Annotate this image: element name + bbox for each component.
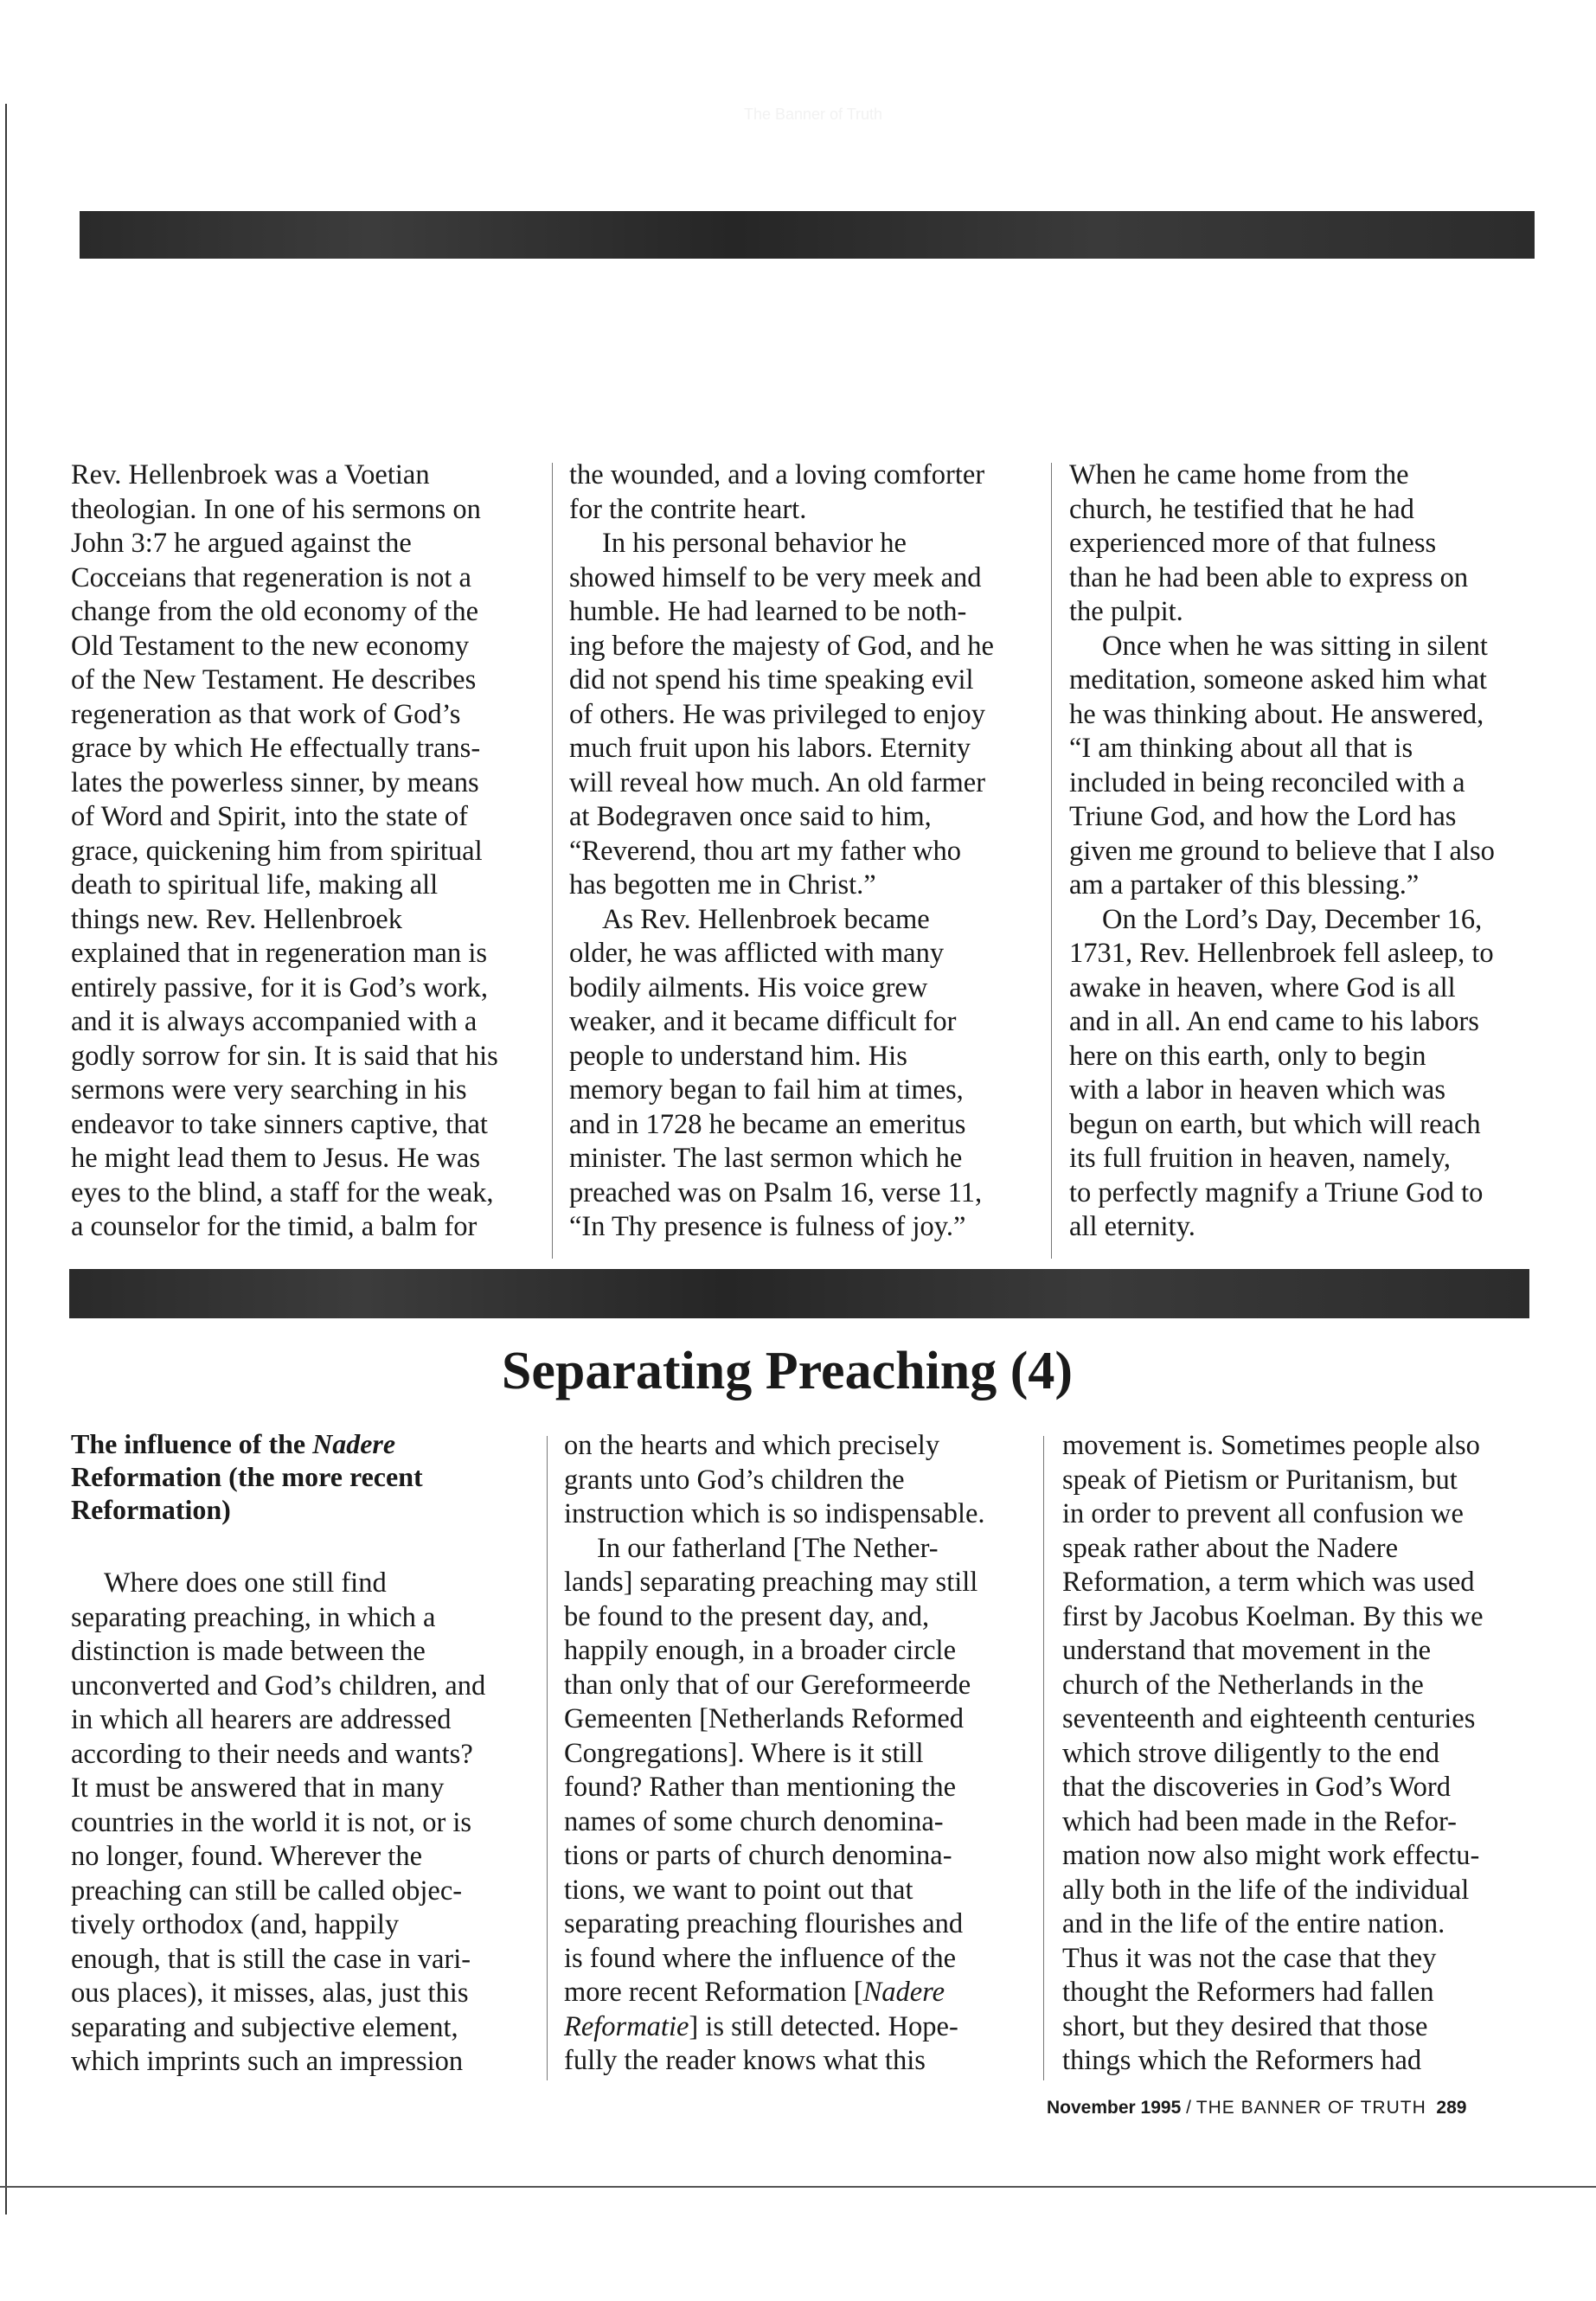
text-line: that the discoveries in God’s Word [1062, 1772, 1452, 1803]
text-line: It must be answered that in many [71, 1772, 445, 1804]
article-title: Separating Preaching (4) [501, 1342, 1074, 1400]
subhead-line [71, 1427, 485, 1460]
text-line: Reformation, a term which was used [1062, 1567, 1475, 1598]
text-line: ing before the majesty of God, and he [569, 630, 994, 662]
text-line: in which all hearers are addressed [71, 1704, 452, 1735]
text-line: lates the powerless sinner, by means [71, 766, 479, 798]
column-rule [1051, 463, 1052, 1259]
text-line: found? Rather than mentioning the [564, 1772, 957, 1803]
text-line: fully the reader knows what this [564, 2045, 926, 2076]
text-line: thought the Reformers had fallen [1062, 1977, 1434, 2008]
text-line: eyes to the blind, a staff for the weak, [71, 1176, 494, 1208]
text-line: explained that in regeneration man is [71, 938, 488, 969]
text-line: godly sorrow for sin. It is said that his [71, 1040, 498, 1072]
text-line: which imprints such an impression [71, 2046, 464, 2077]
text-line: a counselor for the timid, a balm for [71, 1211, 478, 1242]
text-line: Thus it was not the case that they [1062, 1942, 1437, 1974]
text-line: which strove diligently to the end [1062, 1737, 1439, 1769]
text-line: included in being reconciled with a [1069, 766, 1465, 798]
text-line [564, 1976, 985, 2010]
text-line: Where does one still find [104, 1567, 387, 1599]
text-line: Gemeenten [Netherlands Reformed [564, 1703, 965, 1734]
text-line: separating and subjective element, [71, 2011, 458, 2043]
italic-term: Reformatie [564, 2010, 689, 2042]
text-line: here on this earth, only to begin [1069, 1040, 1426, 1072]
text-line: endeavor to take sinners captive, that [71, 1108, 488, 1140]
running-head: The Banner of Truth [743, 106, 883, 123]
text-line: of Word and Spirit, into the state of [71, 801, 468, 832]
text-line: of others. He was privileged to enjoy [569, 698, 986, 730]
text-line: In his personal behavior he [602, 528, 907, 559]
text-line: instruction which is so indispensable. [564, 1498, 985, 1529]
text-line: the wounded, and a loving comforter [569, 459, 985, 490]
text-line: preaching can still be called objec- [71, 1875, 463, 1907]
text-line: humble. He had learned to be noth- [569, 596, 967, 627]
text-line: on the hearts and which precisely [564, 1430, 940, 1461]
text-line: grants unto God’s children the [564, 1464, 905, 1496]
text-span: ] is still detected. Hope- [689, 2010, 958, 2042]
text-line: short, but they desired that those [1062, 2010, 1428, 2042]
text-line: he might lead them to Jesus. He was [71, 1143, 480, 1174]
text-line: speak of Pietism or Puritanism, but [1062, 1464, 1458, 1496]
text-line: grace, quickening him from spiritual [71, 835, 483, 867]
text-line: preached was on Psalm 16, verse 11, [569, 1176, 983, 1208]
text-line: given me ground to believe that I also [1069, 835, 1495, 867]
text-line: according to their needs and wants? [71, 1738, 473, 1770]
article-subhead [71, 1427, 485, 1526]
text-line: and in the life of the entire nation. [1062, 1908, 1445, 1939]
text-line: countries in the world it is not, or is [71, 1806, 472, 1838]
text-span: more recent Reformation [ [564, 1977, 863, 2008]
text-line: Triune God, and how the Lord has [1069, 801, 1457, 832]
text-line: will reveal how much. An old farmer [569, 766, 986, 798]
text-line: meditation, someone asked him what [1069, 664, 1487, 695]
text-line: with a labor in heaven which was [1069, 1074, 1446, 1106]
footer-date: November 1995 [1047, 2098, 1182, 2118]
footer-publication: THE BANNER OF TRUTH [1195, 2098, 1426, 2118]
column-rule [552, 463, 553, 1259]
text-line: people to understand him. His [569, 1040, 907, 1072]
text-line: tively orthodox (and, happily [71, 1909, 400, 1940]
subhead-text: The influence of the [71, 1428, 313, 1459]
text-line: separating preaching, in which a [71, 1601, 436, 1633]
text-line: On the Lord’s Day, December 16, [1102, 903, 1483, 935]
text-line: church of the Netherlands in the [1062, 1669, 1424, 1701]
text-line: its full fruition in heaven, namely, [1069, 1143, 1452, 1174]
text-line: first by Jacobus Koelman. By this we [1062, 1600, 1484, 1632]
text-line: ally both in the life of the individual [1062, 1874, 1470, 1906]
text-line: 1731, Rev. Hellenbroek fell asleep, to [1069, 938, 1494, 969]
text-line: entirely passive, for it is God’s work, [71, 971, 489, 1003]
text-line: things which the Reformers had [1062, 2045, 1422, 2076]
text-line: am a partaker of this blessing.” [1069, 869, 1420, 901]
text-line: than he had been able to express on [1069, 561, 1469, 593]
text-line: speak rather about the Nadere [1062, 1532, 1399, 1564]
text-line: be found to the present day, and, [564, 1600, 930, 1632]
text-line: minister. The last sermon which he [569, 1143, 963, 1174]
text-line: unconverted and God’s children, and [71, 1670, 486, 1702]
text-line: grace by which He effectually trans- [71, 733, 481, 764]
text-line: Old Testament to the new economy [71, 630, 470, 662]
text-line: ous places), it misses, alas, just this [71, 1977, 469, 2009]
text-line: sermons were very searching in his [71, 1074, 467, 1106]
text-line: Rev. Hellenbroek was a Voetian [71, 459, 430, 490]
middle-dark-band [69, 1269, 1529, 1318]
text-line: has begotten me in Christ.” [569, 869, 876, 901]
column-rule [1043, 1436, 1044, 2080]
text-line: happily enough, in a broader circle [564, 1635, 957, 1666]
text-line: which had been made in the Refor- [1062, 1805, 1457, 1837]
column-rule [547, 1436, 548, 2080]
text-line: lands] separating preaching may still [564, 1567, 978, 1598]
text-line: for the contrite heart. [569, 493, 807, 525]
text-line: John 3:7 he argued against the [71, 528, 412, 559]
text-line: all eternity. [1069, 1211, 1195, 1242]
text-line: awake in heaven, where God is all [1069, 971, 1456, 1003]
text-line: bodily ailments. His voice grew [569, 971, 928, 1003]
text-line: he was thinking about. He answered, [1069, 698, 1484, 730]
text-line: showed himself to be very meek and [569, 561, 982, 593]
subhead-italic: Nadere [312, 1428, 396, 1459]
text-line: the pulpit. [1069, 596, 1183, 627]
text-line: “In Thy presence is fulness of joy.” [569, 1211, 966, 1242]
text-line: separating preaching flourishes and [564, 1908, 964, 1939]
text-line: death to spiritual life, making all [71, 869, 439, 901]
text-line: theologian. In one of his sermons on [71, 493, 481, 525]
text-line: Once when he was sitting in silent [1102, 630, 1488, 662]
text-line: seventeenth and eighteenth centuries [1062, 1703, 1476, 1734]
text-line: weaker, and it became difficult for [569, 1006, 957, 1037]
upper-column-2 [569, 458, 994, 1245]
text-line: church, he testified that he had [1069, 493, 1414, 525]
upper-column-1 [71, 458, 498, 1245]
text-line: of the New Testament. He describes [71, 664, 477, 695]
text-line: “Reverend, thou art my father who [569, 835, 962, 867]
text-line [564, 2010, 985, 2045]
text-line: and in 1728 he became an emeritus [569, 1108, 966, 1140]
subhead-line: Reformation) [71, 1494, 231, 1525]
text-line: experienced more of that fulness [1069, 528, 1437, 559]
text-line: mation now also might work effectu- [1062, 1840, 1480, 1871]
top-dark-band [80, 211, 1535, 259]
article-column-2 [564, 1429, 985, 2079]
article-column-3 [1062, 1429, 1484, 2079]
text-line: older, he was afflicted with many [569, 938, 945, 969]
text-line: “I am thinking about all that is [1069, 733, 1413, 764]
text-line: much fruit upon his labors. Eternity [569, 733, 971, 764]
text-line: than only that of our Gereformeerde [564, 1669, 971, 1701]
text-line: tions, we want to point out that [564, 1874, 913, 1906]
text-line: names of some church denomina- [564, 1805, 944, 1837]
text-line: understand that movement in the [1062, 1635, 1432, 1666]
text-line: As Rev. Hellenbroek became [602, 903, 930, 935]
page-edge-line [5, 104, 7, 2214]
article-column-1 [71, 1427, 485, 2080]
italic-term: Nadere [862, 1977, 945, 2008]
subhead-line: Reformation (the more recent [71, 1461, 423, 1492]
upper-column-3 [1069, 458, 1495, 1245]
text-line: distinction is made between the [71, 1636, 426, 1667]
text-line: to perfectly magnify a Triune God to [1069, 1176, 1484, 1208]
text-line: in order to prevent all confusion we [1062, 1498, 1464, 1529]
text-line: is found where the influence of the [564, 1942, 957, 1974]
text-line: Cocceians that regeneration is not a [71, 561, 471, 593]
text-line: begun on earth, but which will reach [1069, 1108, 1481, 1140]
text-line: enough, that is still the case in vari- [71, 1943, 471, 1975]
page-footer [1047, 2098, 1527, 2118]
text-line: things new. Rev. Hellenbroek [71, 903, 402, 935]
text-line: Congregations]. Where is it still [564, 1737, 924, 1769]
text-line: and in all. An end came to his labors [1069, 1006, 1479, 1037]
text-line: change from the old economy of the [71, 596, 479, 627]
text-line: did not spend his time speaking evil [569, 664, 974, 695]
text-line: When he came home from the [1069, 459, 1409, 490]
text-line: memory began to fail him at times, [569, 1074, 964, 1106]
text-line: In our fatherland [The Nether- [597, 1532, 939, 1564]
text-line: and it is always accompanied with a [71, 1006, 478, 1037]
text-line: at Bodegraven once said to him, [569, 801, 932, 832]
page-number: 289 [1436, 2098, 1467, 2118]
text-line: tions or parts of church denomina- [564, 1840, 952, 1871]
bottom-rule [0, 2186, 1596, 2188]
footer-separator: / [1181, 2098, 1196, 2118]
text-line: movement is. Sometimes people also [1062, 1430, 1480, 1461]
text-line: no longer, found. Wherever the [71, 1841, 423, 1872]
text-line: regeneration as that work of God’s [71, 698, 461, 730]
